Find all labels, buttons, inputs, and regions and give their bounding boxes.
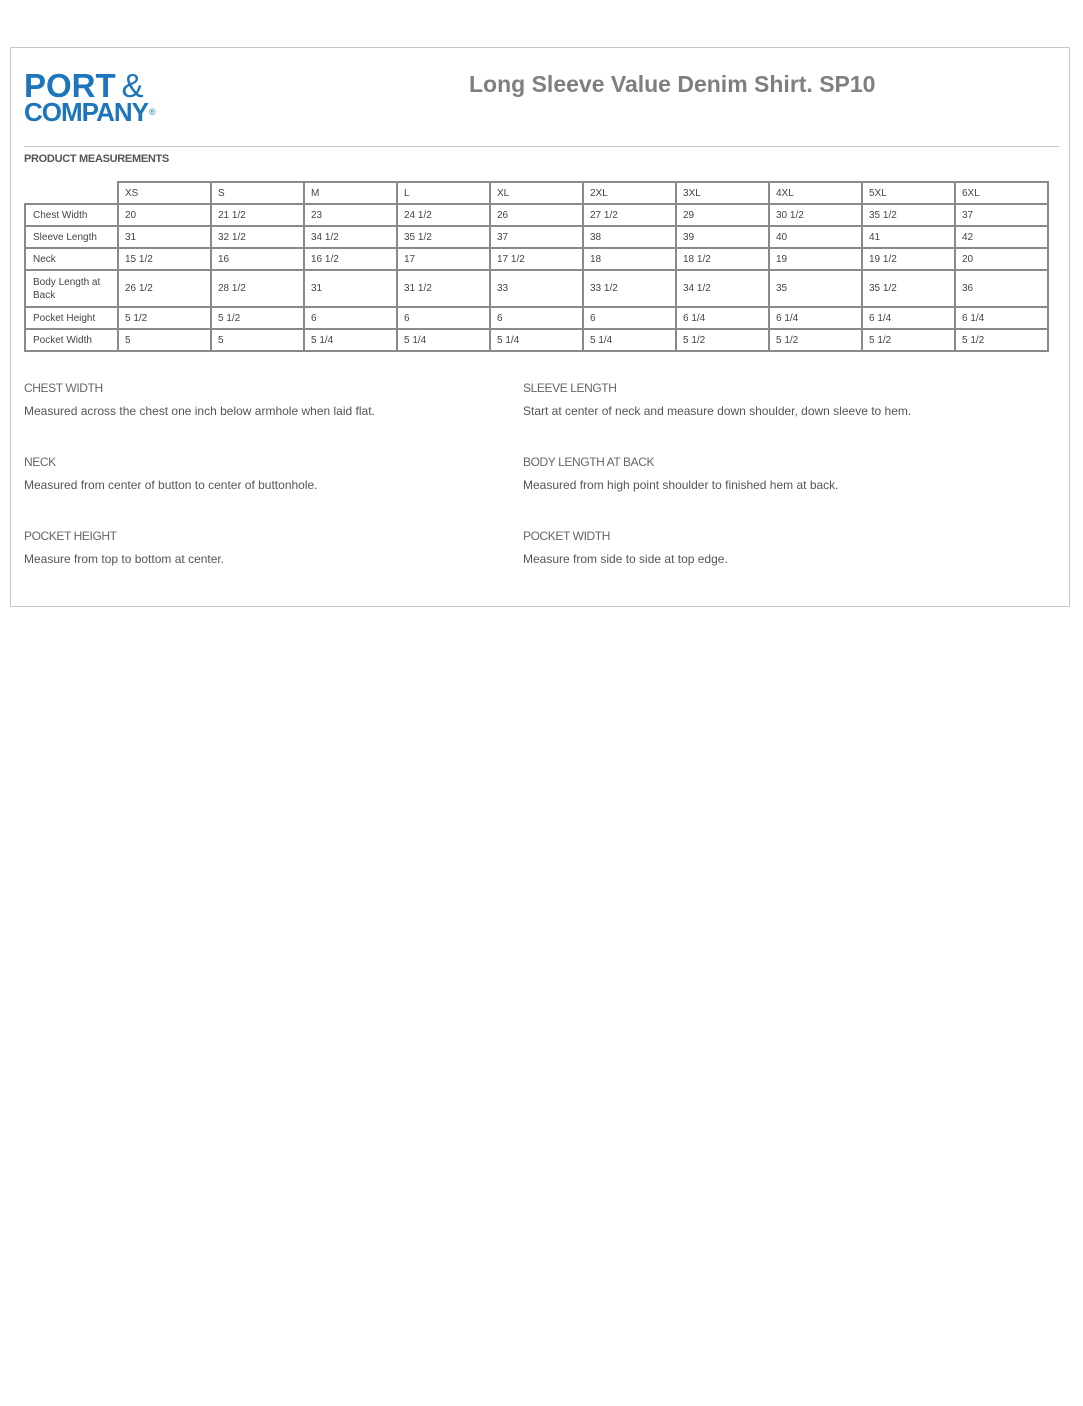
size-chart-table: [24, 181, 1049, 352]
table-cell: 16 1/2: [304, 248, 397, 270]
measurement-sheet: [10, 47, 1070, 607]
table-cell: 6 1/4: [676, 307, 769, 329]
definition-text: Measured across the chest one inch below armhole when laid flat.: [24, 404, 375, 418]
table-cell: 35 1/2: [862, 270, 955, 307]
table-cell: 33 1/2: [583, 270, 676, 307]
table-cell: 17 1/2: [490, 248, 583, 270]
table-cell: 18: [583, 248, 676, 270]
row-label: Pocket Width: [25, 329, 118, 351]
table-row: [25, 329, 1048, 351]
definition-heading: POCKET WIDTH: [523, 529, 610, 543]
port-company-logo: [24, 69, 194, 125]
table-cell: 5 1/4: [490, 329, 583, 351]
table-cell: 26 1/2: [118, 270, 211, 307]
definition-heading: NECK: [24, 455, 56, 469]
table-cell: 36: [955, 270, 1048, 307]
size-header: M: [304, 182, 397, 204]
table-cell: 17: [397, 248, 490, 270]
table-cell: 35 1/2: [397, 226, 490, 248]
document-title: Long Sleeve Value Denim Shirt. SP10: [469, 71, 876, 97]
table-cell: 35 1/2: [862, 204, 955, 226]
table-cell: 35: [769, 270, 862, 307]
table-cell: 34 1/2: [676, 270, 769, 307]
definition-text: Measured from high point shoulder to finished hem at back.: [523, 478, 839, 492]
table-cell: 6 1/4: [955, 307, 1048, 329]
size-header: S: [211, 182, 304, 204]
table-cell: 15 1/2: [118, 248, 211, 270]
size-header: 2XL: [583, 182, 676, 204]
table-cell: 6 1/4: [769, 307, 862, 329]
size-header: 4XL: [769, 182, 862, 204]
size-header: XS: [118, 182, 211, 204]
row-label: Pocket Height: [25, 307, 118, 329]
definition-heading: POCKET HEIGHT: [24, 529, 117, 543]
table-cell: 40: [769, 226, 862, 248]
header-corner-cell: [25, 182, 118, 204]
table-cell: 27 1/2: [583, 204, 676, 226]
table-row: [25, 204, 1048, 226]
row-label: Chest Width: [25, 204, 118, 226]
table-cell: 19 1/2: [862, 248, 955, 270]
logo-ampersand: &: [121, 67, 144, 104]
row-label: Neck: [25, 248, 118, 270]
size-header: XL: [490, 182, 583, 204]
table-cell: 18 1/2: [676, 248, 769, 270]
definition-pocket-height: [24, 529, 494, 566]
definition-text: Start at center of neck and measure down shoulder, down sleeve to hem.: [523, 404, 912, 418]
table-cell: 5 1/2: [769, 329, 862, 351]
table-row: [25, 270, 1048, 307]
table-cell: 33: [490, 270, 583, 307]
definition-text: Measure from top to bottom at center.: [24, 552, 225, 566]
table-cell: 5 1/4: [304, 329, 397, 351]
size-header: 3XL: [676, 182, 769, 204]
definition-neck: [24, 455, 494, 492]
section-label: PRODUCT MEASUREMENTS: [24, 153, 169, 165]
table-cell: 16: [211, 248, 304, 270]
table-cell: 19: [769, 248, 862, 270]
table-cell: 5 1/2: [676, 329, 769, 351]
table-cell: 31 1/2: [397, 270, 490, 307]
table-cell: 5 1/2: [862, 329, 955, 351]
size-header: 6XL: [955, 182, 1048, 204]
table-cell: 26: [490, 204, 583, 226]
size-header: L: [397, 182, 490, 204]
table-cell: 28 1/2: [211, 270, 304, 307]
table-cell: 5 1/2: [118, 307, 211, 329]
row-label: Sleeve Length: [25, 226, 118, 248]
table-cell: 6 1/4: [862, 307, 955, 329]
row-label: Body Length at Back: [25, 270, 118, 307]
table-cell: 31: [304, 270, 397, 307]
table-cell: 34 1/2: [304, 226, 397, 248]
definition-heading: BODY LENGTH AT BACK: [523, 455, 655, 469]
table-cell: 6: [397, 307, 490, 329]
table-cell: 23: [304, 204, 397, 226]
table-cell: 24 1/2: [397, 204, 490, 226]
table-row: [25, 248, 1048, 270]
definition-pocket-width: [523, 529, 993, 566]
table-cell: 42: [955, 226, 1048, 248]
logo-company-text: COMPANY: [24, 97, 148, 127]
definition-sleeve-length: [523, 381, 993, 418]
table-cell: 20: [118, 204, 211, 226]
table-cell: 37: [955, 204, 1048, 226]
table-cell: 38: [583, 226, 676, 248]
table-cell: 41: [862, 226, 955, 248]
table-cell: 31: [118, 226, 211, 248]
definition-heading: CHEST WIDTH: [24, 381, 103, 395]
table-cell: 30 1/2: [769, 204, 862, 226]
table-cell: 6: [490, 307, 583, 329]
table-cell: 5 1/2: [211, 307, 304, 329]
table-cell: 5 1/4: [583, 329, 676, 351]
definition-chest-width: [24, 381, 494, 418]
definition-text: Measured from center of button to center of buttonhole.: [24, 478, 318, 492]
table-cell: 20: [955, 248, 1048, 270]
table-cell: 5: [211, 329, 304, 351]
title-divider: [24, 146, 1059, 147]
table-cell: 5: [118, 329, 211, 351]
table-cell: 5 1/2: [955, 329, 1048, 351]
definition-body-length: [523, 455, 993, 492]
size-header: 5XL: [862, 182, 955, 204]
logo-line-company: [24, 99, 155, 125]
size-header-row: [25, 182, 1048, 204]
table-cell: 21 1/2: [211, 204, 304, 226]
logo-port-text: PORT: [24, 67, 116, 104]
definition-heading: SLEEVE LENGTH: [523, 381, 617, 395]
table-cell: 5 1/4: [397, 329, 490, 351]
table-row: [25, 307, 1048, 329]
table-cell: 6: [304, 307, 397, 329]
table-cell: 6: [583, 307, 676, 329]
table-cell: 32 1/2: [211, 226, 304, 248]
definition-text: Measure from side to side at top edge.: [523, 552, 728, 566]
table-row: [25, 226, 1048, 248]
logo-registered-mark: ®: [148, 107, 155, 117]
table-cell: 29: [676, 204, 769, 226]
table-cell: 39: [676, 226, 769, 248]
table-cell: 37: [490, 226, 583, 248]
